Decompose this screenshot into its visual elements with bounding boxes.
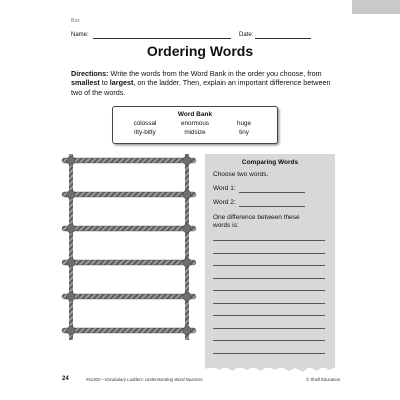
word1-label: Word 1: [213,185,236,192]
ladder-knot [67,258,75,267]
word-bank-word: huge [236,120,251,127]
ladder-rung [62,158,196,163]
page-title: Ordering Words [146,43,254,59]
rope-ladder [60,150,200,370]
directions-label: Directions: [71,69,109,78]
answer-line[interactable] [213,353,325,354]
directions-text-2: to [99,78,110,88]
difference-prompt-line1: One difference between these [213,214,300,221]
ladder-rung [62,328,196,333]
ladder-knot [183,258,191,267]
name-label: Name: [71,32,89,38]
comparing-instruction: Choose two words. [213,171,269,178]
difference-prompt-line2: words is: [213,222,239,229]
comparing-words-box [205,154,335,368]
directions [71,69,333,97]
torn-edge [205,364,335,374]
ladder-side-rope-left [69,154,73,340]
word-bank-word: colossal [133,120,157,127]
word-bank-title: Word Bank [177,111,213,118]
ladder-rung [62,294,196,299]
comparing-title: Comparing Words [241,159,299,166]
directions-largest: largest [109,78,134,88]
answer-line[interactable] [213,253,325,254]
answer-line[interactable] [213,340,325,341]
directions-text-1: Write the words from the Word Bank in the order you choose, from [108,69,322,78]
ladder-knot [67,326,75,335]
answer-line[interactable] [213,290,325,291]
answer-line[interactable] [213,240,325,241]
word2-line[interactable] [239,206,305,207]
word2-label: Word 2: [213,199,236,206]
word-bank [112,106,278,144]
ladder-side-rope-right [185,154,189,340]
directions-text-3: , on the ladder. Then, explain an important difference between two of the words. [71,78,331,97]
word-bank-word: midsize [184,129,206,136]
ladder-knot [183,292,191,301]
page-number: 24 [62,376,69,382]
date-line[interactable] [255,38,311,39]
answer-line[interactable] [213,303,325,304]
answer-line[interactable] [213,278,325,279]
ladder-knot [67,224,75,233]
word-bank-word: tiny [239,129,249,136]
ladder-knot [183,156,191,165]
book-title: #51302—Vocabulary Ladders: Understanding Word Nuances [86,377,203,382]
publisher: © Shell Education [306,377,341,382]
answer-line[interactable] [213,328,325,329]
ladder-knot [183,224,191,233]
name-line[interactable] [93,38,231,39]
word-bank-word: enormous [180,120,209,127]
ladder-rung [62,192,196,197]
word-bank-word: itty-bitty [134,129,156,136]
answer-line[interactable] [213,265,325,266]
ladder-knot [67,156,75,165]
corner-label: Box [71,18,80,24]
directions-smallest: smallest [71,78,100,88]
answer-line[interactable] [213,315,325,316]
ladder-knot [183,326,191,335]
ladder-knot [67,292,75,301]
ladder-rung [62,260,196,265]
date-label: Date: [239,32,254,38]
corner-tab [352,0,400,14]
word1-line[interactable] [239,192,305,193]
ladder-rung [62,226,196,231]
ladder-knot [67,190,75,199]
ladder-knot [183,190,191,199]
